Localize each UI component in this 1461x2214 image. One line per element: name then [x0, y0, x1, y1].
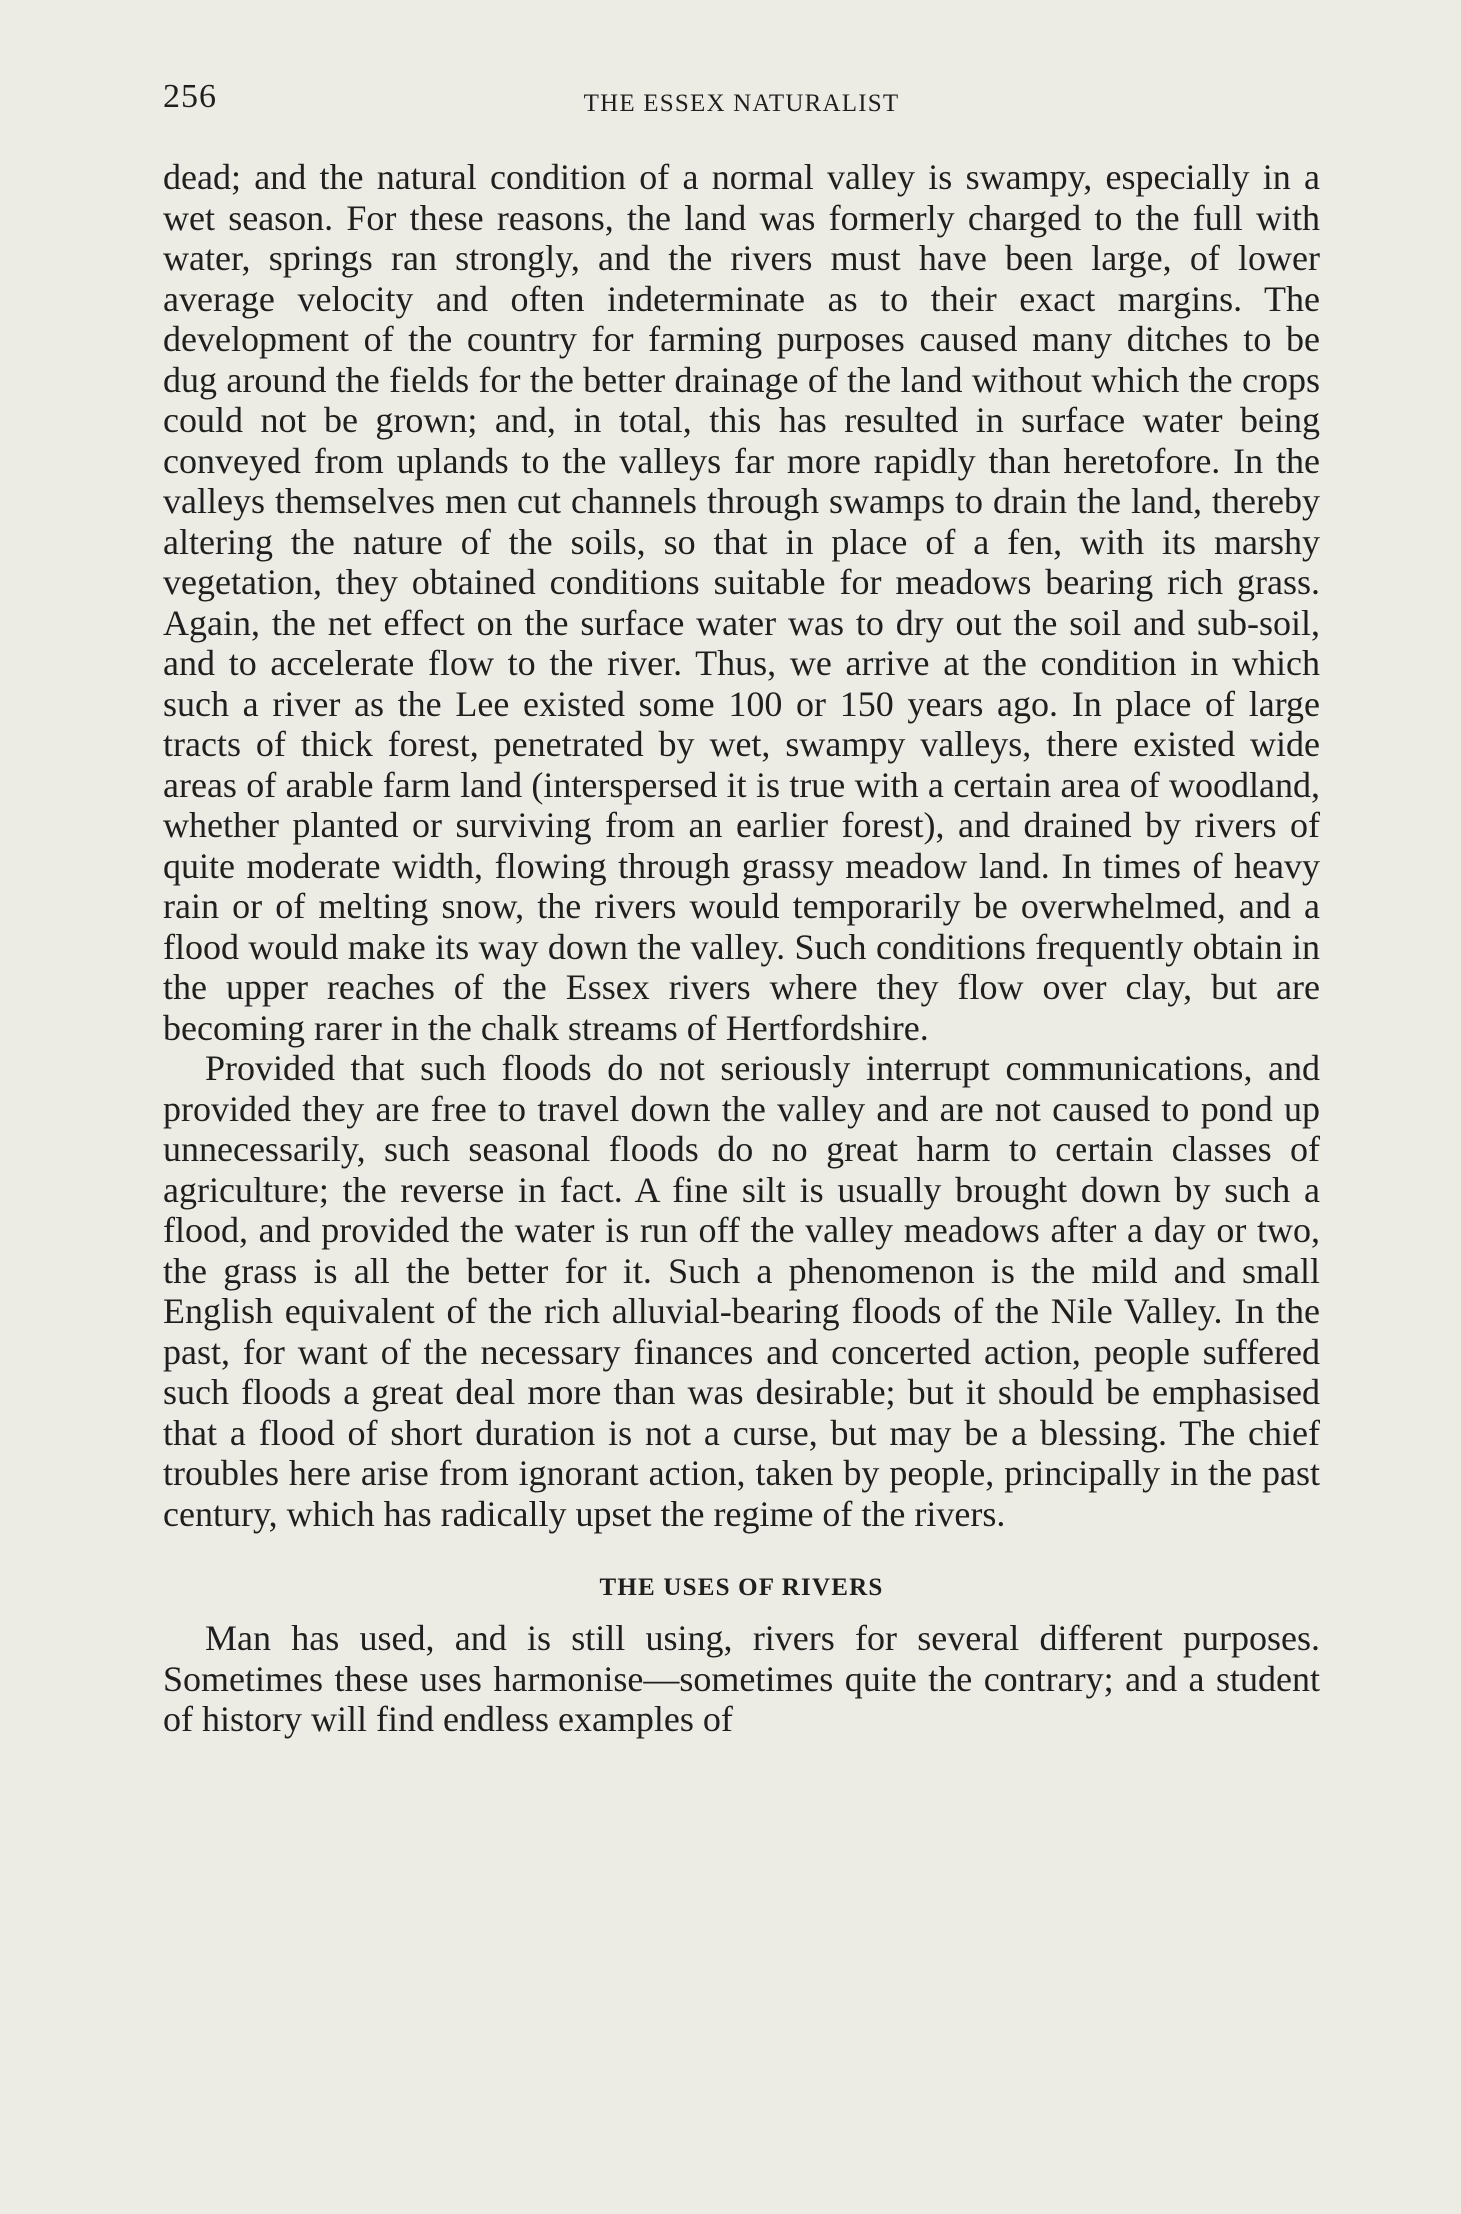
running-head — [163, 78, 1320, 128]
page-number: 256 — [163, 78, 217, 115]
paragraph-floods: Provided that such floods do not seriously interrupt communications, and provided they are free to travel down the valley and are not caused to pond up unnecessarily, such seasonal floods do no great harm to certain classes of agriculture; the reverse in fact. A fine silt is usually brought down by such a flood, and provided the water is run off the valley meadows after a day or two, the grass is all the better for it. Such a phenomenon is the mild and small English equivalent of the rich alluvial-bearing floods of the Nile Valley. In the past, for want of the necessary finances and concerted action, people suffered such floods a great deal more than was desirable; but it should be emphasised that a flood of short duration is not a curse, but may be a blessing. The chief troubles here arise from ignorant action, taken by people, principally in the past century, which has radically upset the regime of the rivers. — [163, 1048, 1320, 1534]
paragraph-uses-of-rivers: Man has used, and is still using, rivers for several different purposes. Sometimes these uses harmonise—sometimes quite the contrary; and a student of history will find endless examples of — [163, 1618, 1320, 1739]
body-text — [163, 157, 1320, 1740]
paragraph-continued: dead; and the natural condition of a normal valley is swampy, especially in a wet season. For these reasons, the land was formerly charged to the full with water, springs ran strongly, and the rivers must have been large, of lower average velocity and often indeterminate as to their exact margins. The development of the country for farming purposes caused many ditches to be dug around the fields for the better drainage of the land without which the crops could not be grown; and, in total, this has resulted in surface water being conveyed from uplands to the valleys far more rapidly than heretofore. In the valleys themselves men cut channels through swamps to drain the land, thereby altering the nature of the soils, so that in place of a fen, with its marshy vegetation, they obtained conditions suitable for meadows bearing rich grass. Again, the net effect on the surface water was to dry out the soil and sub-soil, and to accelerate flow to the river. Thus, we arrive at the condition in which such a river as the Lee existed some 100 or 150 years ago. In place of large tracts of thick forest, penetrated by wet, swampy valleys, there existed wide areas of arable farm land (interspersed it is true with a certain area of woodland, whether planted or surviving from an earlier forest), and drained by rivers of quite moderate width, flowing through grassy meadow land. In times of heavy rain or of melting snow, the rivers would temporarily be overwhelmed, and a flood would make its way down the valley. Such conditions frequently obtain in the upper reaches of the Essex rivers where they flow over clay, but are becoming rarer in the chalk streams of Hertfordshire. — [163, 157, 1320, 1048]
journal-title: THE ESSEX NATURALIST — [583, 90, 900, 117]
section-heading: THE USES OF RIVERS — [599, 1574, 884, 1601]
